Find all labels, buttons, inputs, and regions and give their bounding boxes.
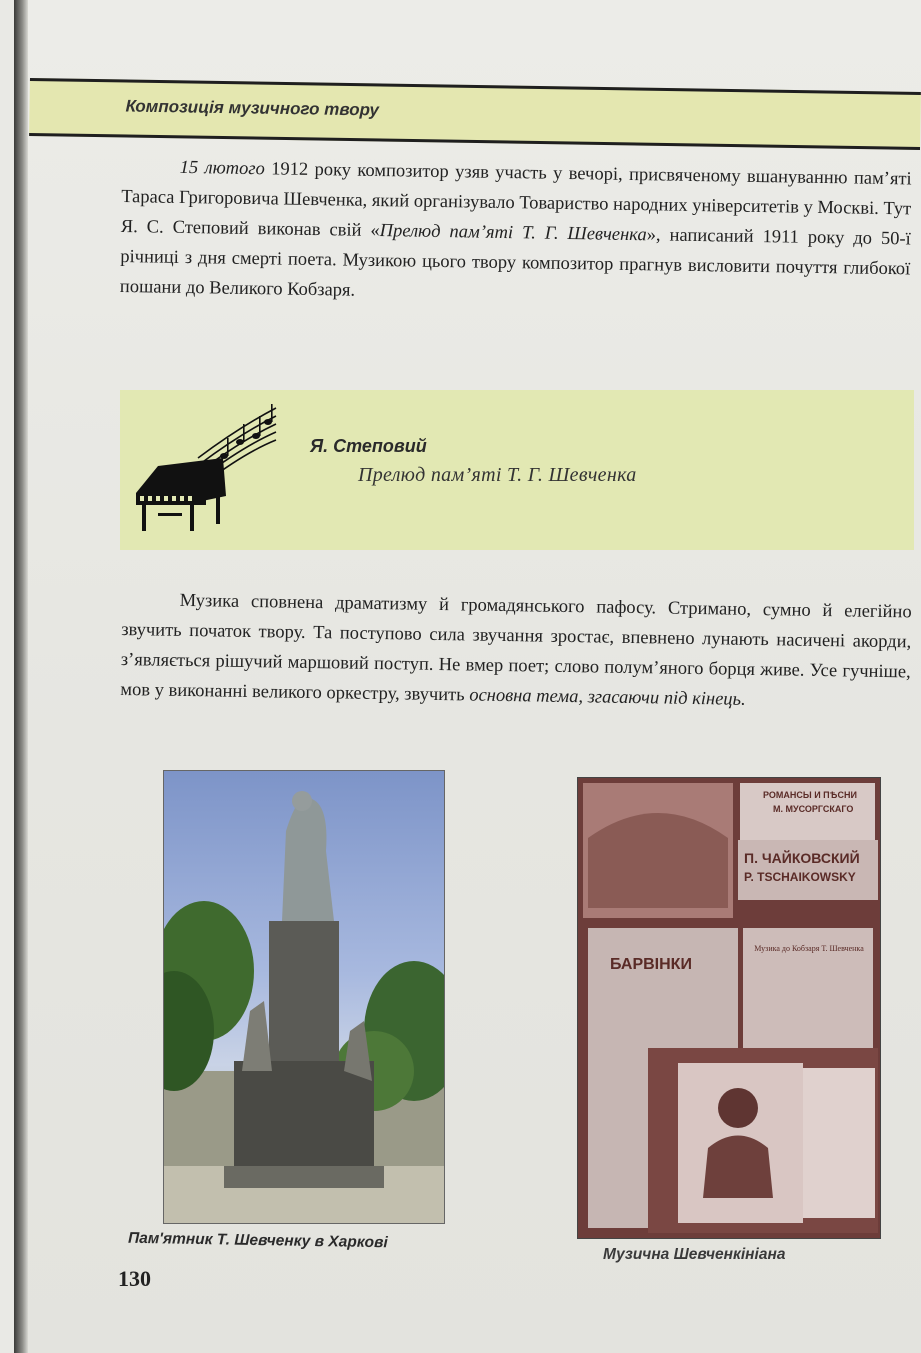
monument-illustration	[164, 771, 444, 1223]
intro-text-2: », написаний 1911 року до 50-ї річниці з дня смерті поета. Музикою цього твору композитор прагнув висловити почуття глибокої пошани до Великого Кобзаря.	[119, 225, 911, 301]
cover-text-tchaikovsky: П. ЧАЙКОВСКИЙ	[744, 850, 860, 866]
intro-work-title: Прелюд пам’яті Т. Г. Шевченка	[379, 221, 647, 246]
page-number: 130	[118, 1266, 151, 1291]
listening-box	[120, 390, 914, 550]
photo1-caption: Пам'ятник Т. Шевченку в Харкові	[127, 1229, 388, 1252]
cover-text-mussorgsky: М. МУСОРГСКАГО	[773, 804, 854, 814]
cover-text-barvinky: БАРВІНКИ	[610, 956, 692, 973]
intro-paragraph	[120, 152, 912, 314]
cover-text-kobzar: Музика до Кобзаря Т. Шевченка	[754, 944, 864, 953]
piano-with-notes-icon	[128, 398, 278, 538]
shevchenkiana-photo	[577, 777, 881, 1239]
book-binding-edge	[14, 0, 28, 1353]
intro-text-1: 1912 року композитор узяв участь у вечорі, присвяченому вшануванню пам’яті Тараса Григоровича Шевченка, який організувало Товариство народних університетів у Москві. Тут Я. С. Степовий виконав свій «	[120, 159, 912, 242]
listening-work-title: Прелюд пам’яті Т. Г. Шевченка	[358, 464, 637, 486]
cover-text-romances: РОМАНСЫ И ПѢСНИ	[763, 790, 857, 800]
description-text: Музика сповнена драматизму й громадянського пафосу. Стримано, сумно й елегійно звучить початок твору. Та поступово сила звучання зростає, впевнено лунають насичені акорди, з’являється рішучий маршовий поступ. Не вмер поет; слово полум’яного борця живе. Усе гучніше, мов у виконанні великого оркестру, звучить	[120, 590, 912, 706]
description-paragraph	[120, 585, 912, 717]
photo2-caption: Музична Шевченкініана	[603, 1246, 786, 1263]
cover-text-tschaikowsky: P. TSCHAIKOWSKY	[744, 870, 856, 884]
description-italic: основна тема, згасаючи під кінець.	[469, 685, 746, 710]
listening-composer: Я. Степовий	[310, 436, 427, 456]
kharkiv-monument-photo	[163, 770, 445, 1224]
section-title: Композиція музичного твору	[125, 96, 380, 120]
sheet-music-covers	[578, 778, 880, 1238]
intro-date: 15 лютого	[179, 157, 265, 180]
